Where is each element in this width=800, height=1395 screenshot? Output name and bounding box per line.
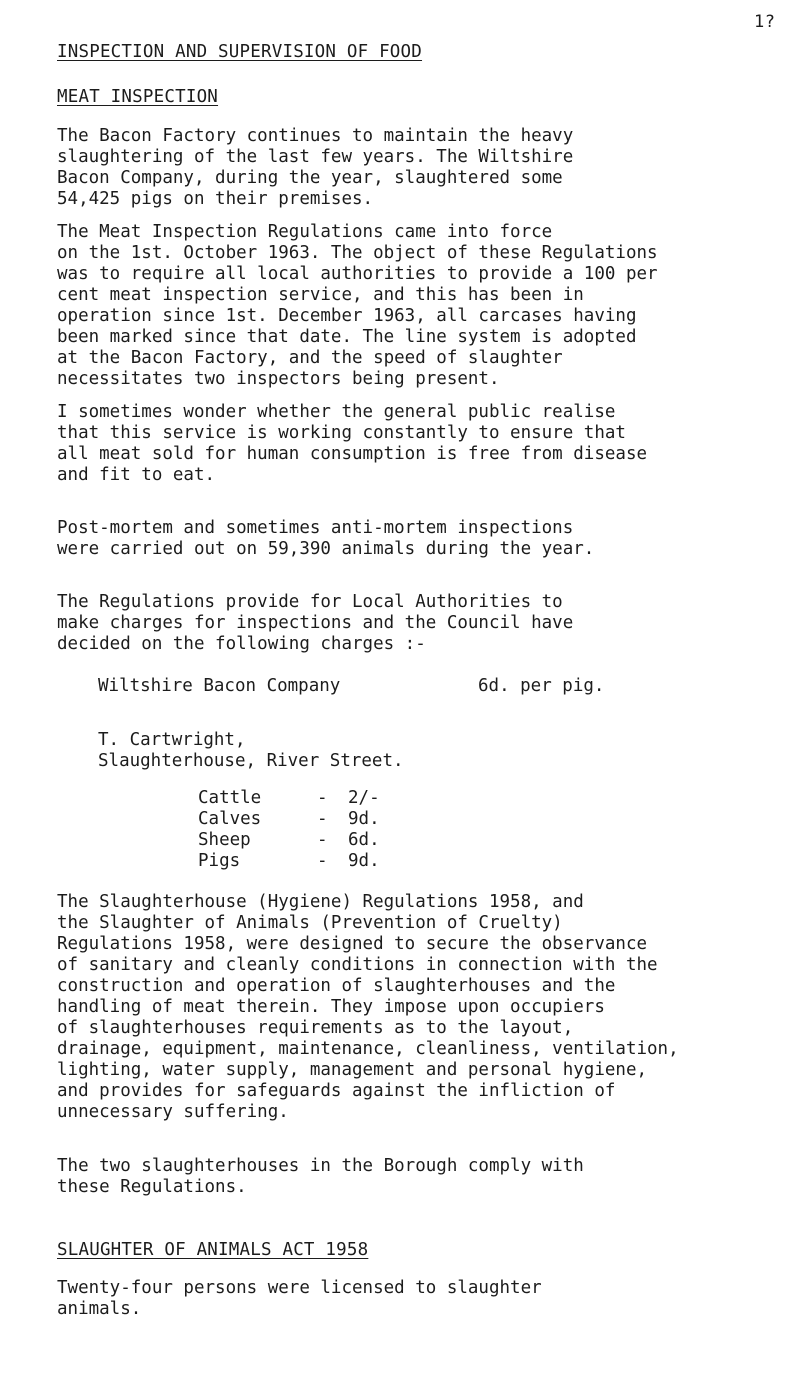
charge-animal: Calves <box>198 809 262 829</box>
paragraph-public-awareness: I sometimes wonder whether the general public realise that this service is working constantly to ensure that all meat sold for human consumption is free from disease and fit to eat. <box>57 402 648 485</box>
charge-animal: Sheep <box>198 830 251 850</box>
charge-amount: 2/- <box>348 788 380 808</box>
charge-animal: Cattle <box>198 788 262 808</box>
paragraph-post-mortem: Post-mortem and sometimes anti-mortem inspections were carried out on 59,390 animals during the year. <box>57 518 595 559</box>
paragraph-borough-compliance: The two slaughterhouses in the Borough comply with these Regulations. <box>57 1156 584 1197</box>
section-title: INSPECTION AND SUPERVISION OF FOOD <box>57 42 423 62</box>
charge-dash: - <box>317 809 328 829</box>
paragraph-meat-inspection-regulations: The Meat Inspection Regulations came into force on the 1st. October 1963. The object of these Regulations was to require all local authorities to provide a 100 per cent meat inspection service, and this has been in operation since 1st. December 1963, all carcases having been marked since that date. The line system is adopted at the Bacon Factory, and the speed of slaughter necessitates two inspectors being present. <box>57 222 658 389</box>
section-title-slaughter-act: SLAUGHTER OF ANIMALS ACT 1958 <box>57 1240 369 1260</box>
charge-cartwright-name: T. Cartwright, <box>98 730 246 750</box>
charge-amount: 6d. <box>348 830 380 850</box>
charge-wiltshire-name: Wiltshire Bacon Company <box>98 676 341 696</box>
subsection-title-meat-inspection: MEAT INSPECTION <box>57 87 219 107</box>
charge-wiltshire-rate: 6d. per pig. <box>478 676 605 696</box>
charge-cartwright-address: Slaughterhouse, River Street. <box>98 751 404 771</box>
charge-dash: - <box>317 830 328 850</box>
charge-animal: Pigs <box>198 851 241 871</box>
paragraph-bacon-factory: The Bacon Factory continues to maintain the heavy slaughtering of the last few years. The Wiltshire Bacon Company, during the year, slaughtered some 54,425 pigs on their premises. <box>57 126 574 209</box>
paragraph-licensed-persons: Twenty-four persons were licensed to slaughter animals. <box>57 1278 542 1319</box>
page-number: 1? <box>754 12 776 32</box>
paragraph-slaughterhouse-hygiene: The Slaughterhouse (Hygiene) Regulations 1958, and the Slaughter of Animals (Prevention of Cruelty) Regulations 1958, were designed to secure the observance of sanitary and cleanly conditions in connection with the construction and operation of slaughterhouses and the handling of meat therein. They impose upon occupiers of slaughterhouses requirements as to the layout, drainage, equipment, maintenance, cleanliness, ventilation, lighting, water supply, management and personal hygiene, and provides for safeguards against the infliction of unnecessary suffering. <box>57 892 679 1122</box>
paragraph-charges-intro: The Regulations provide for Local Authorities to make charges for inspections and the Council have decided on the following charges :- <box>57 592 574 654</box>
charge-amount: 9d. <box>348 851 380 871</box>
charge-amount: 9d. <box>348 809 380 829</box>
charge-dash: - <box>317 851 328 871</box>
charge-dash: - <box>317 788 328 808</box>
